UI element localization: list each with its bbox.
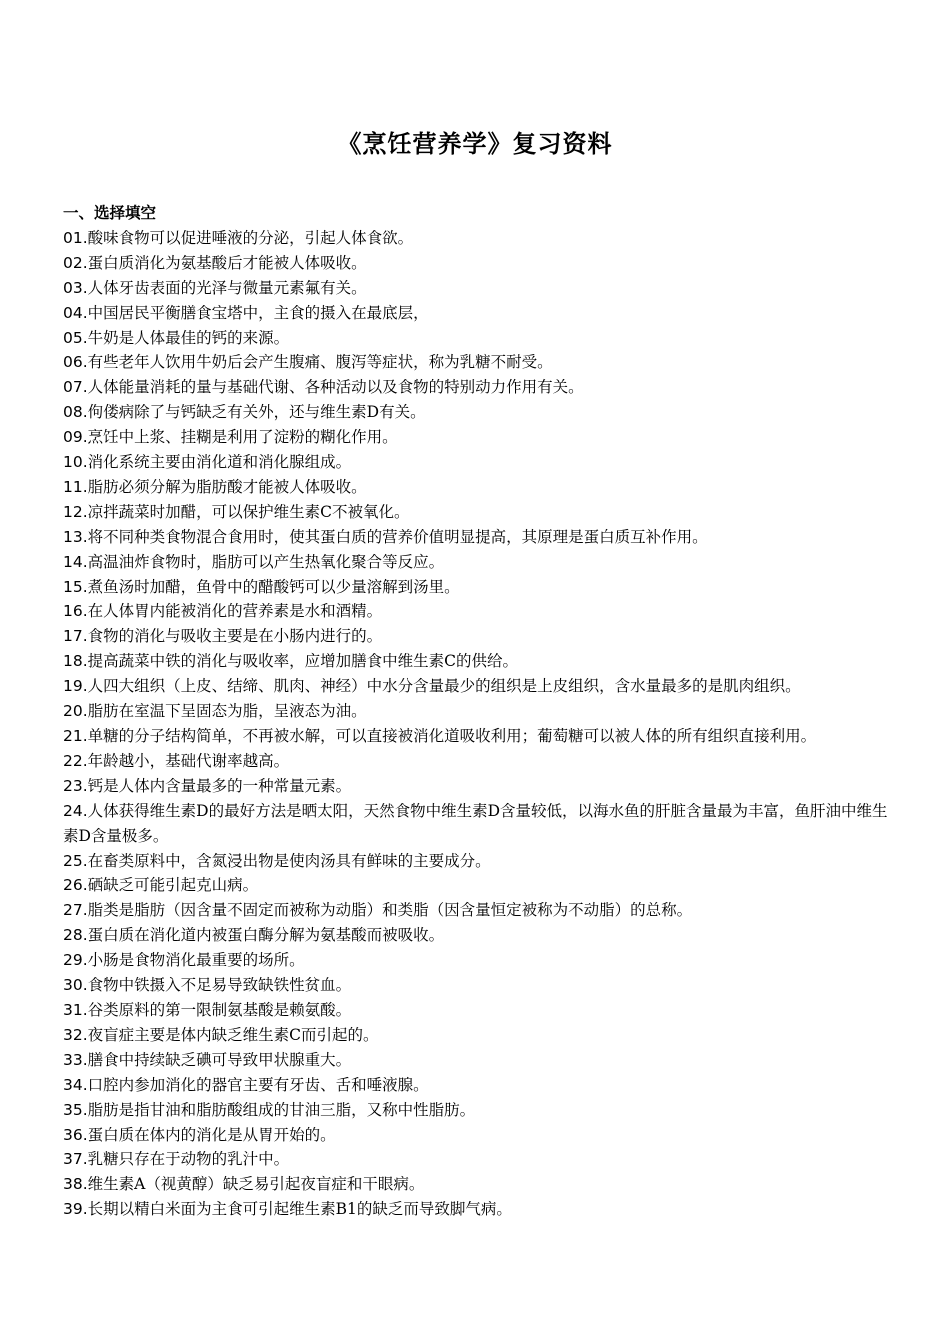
list-item	[63, 425, 891, 450]
list-item	[63, 649, 891, 674]
item-number: 17.	[63, 627, 88, 646]
item-number: 29.	[63, 951, 88, 970]
list-item	[63, 948, 891, 973]
item-text: 蛋白质消化为氨基酸后才能被人体吸收。	[87, 253, 367, 272]
list-item	[63, 500, 891, 525]
list-item	[63, 1172, 891, 1197]
item-number: 27.	[63, 901, 88, 920]
item-number: 03.	[63, 278, 88, 297]
item-number: 14.	[63, 552, 88, 571]
item-number: 12.	[63, 502, 88, 521]
document-title: 《烹饪营养学》复习资料	[337, 130, 613, 158]
item-number: 20.	[63, 702, 88, 721]
list-item	[63, 1023, 891, 1048]
list-item	[63, 326, 891, 351]
list-item	[63, 301, 891, 326]
item-number: 11.	[63, 477, 88, 496]
item-text: 硒缺乏可能引起克山病。	[87, 876, 259, 895]
item-text: 人四大组织（上皮、结缔、肌肉、神经）中水分含量最少的组织是上皮组织，含水量最多的是肌肉组织。	[87, 677, 801, 696]
item-text: 食物的消化与吸收主要是在小肠内进行的。	[87, 627, 383, 646]
list-item	[63, 400, 891, 425]
item-number: 02.	[63, 253, 88, 272]
item-text: 将不同种类食物混合食用时，使其蛋白质的营养价值明显提高，其原理是蛋白质互补作用。	[87, 527, 708, 546]
item-text: 脂肪必须分解为脂肪酸才能被人体吸收。	[87, 477, 367, 496]
item-text: 烹饪中上浆、挂糊是利用了淀粉的糊化作用。	[87, 428, 398, 447]
item-text: 脂类是脂肪（因含量不固定而被称为动脂）和类脂（因含量恒定被称为不动脂）的总称。	[87, 901, 693, 920]
item-text: 脂肪是指甘油和脂肪酸组成的甘油三脂，又称中性脂肪。	[87, 1100, 476, 1119]
list-item	[63, 923, 891, 948]
list-item	[63, 674, 891, 699]
item-text: 煮鱼汤时加醋，鱼骨中的醋酸钙可以少量溶解到汤里。	[87, 577, 460, 596]
list-item	[63, 1048, 891, 1073]
item-text: 蛋白质在体内的消化是从胃开始的。	[87, 1125, 336, 1144]
item-text: 脂肪在室温下呈固态为脂，呈液态为油。	[87, 702, 367, 721]
item-text: 口腔内参加消化的器官主要有牙齿、舌和唾液腺。	[87, 1075, 429, 1094]
item-number: 24.	[63, 801, 88, 820]
item-number: 22.	[63, 751, 88, 770]
item-text: 食物中铁摄入不足易导致缺铁性贫血。	[87, 976, 352, 995]
list-item	[63, 973, 891, 998]
item-number: 08.	[63, 403, 88, 422]
list-item	[63, 525, 891, 550]
list-item	[63, 226, 891, 251]
item-number: 23.	[63, 776, 88, 795]
item-number: 04.	[63, 303, 88, 322]
item-text: 年龄越小，基础代谢率越高。	[87, 751, 290, 770]
item-text: 人体牙齿表面的光泽与微量元素氟有关。	[87, 278, 367, 297]
list-item	[63, 799, 891, 849]
item-number: 07.	[63, 378, 88, 397]
item-text: 提高蔬菜中铁的消化与吸收率，应增加膳食中维生素C的供给。	[87, 652, 519, 671]
list-item	[63, 1098, 891, 1123]
item-text: 在畜类原料中，含氮浸出物是使肉汤具有鲜味的主要成分。	[87, 851, 491, 870]
item-number: 38.	[63, 1175, 88, 1194]
item-text: 单糖的分子结构简单，不再被水解，可以直接被消化道吸收利用；葡萄糖可以被人体的所有组织直接利用。	[87, 727, 817, 746]
list-item	[63, 774, 891, 799]
item-number: 15.	[63, 577, 88, 596]
item-number: 37.	[63, 1150, 88, 1169]
item-number: 34.	[63, 1075, 88, 1094]
item-number: 21.	[63, 727, 88, 746]
item-text: 佝偻病除了与钙缺乏有关外，还与维生素D有关。	[87, 403, 426, 422]
item-number: 35.	[63, 1100, 88, 1119]
list-item	[63, 1197, 891, 1222]
list-item	[63, 375, 891, 400]
item-text: 人体能量消耗的量与基础代谢、各种活动以及食物的特别动力作用有关。	[87, 378, 584, 397]
list-item	[63, 450, 891, 475]
list-item	[63, 475, 891, 500]
list-item	[63, 1073, 891, 1098]
list-item	[63, 550, 891, 575]
item-number: 39.	[63, 1200, 88, 1219]
list-item	[63, 724, 891, 749]
item-text: 小肠是食物消化最重要的场所。	[87, 951, 305, 970]
item-number: 09.	[63, 428, 88, 447]
list-item	[63, 624, 891, 649]
item-text: 消化系统主要由消化道和消化腺组成。	[87, 453, 352, 472]
item-text: 膳食中持续缺乏碘可导致甲状腺重大。	[87, 1050, 352, 1069]
item-number: 06.	[63, 353, 88, 372]
list-item	[63, 1123, 891, 1148]
list-item	[63, 749, 891, 774]
list-item	[63, 251, 891, 276]
item-text: 凉拌蔬菜时加醋，可以保护维生素C不被氧化。	[87, 502, 410, 521]
item-text: 维生素A（视黄醇）缺乏易引起夜盲症和干眼病。	[87, 1175, 425, 1194]
list-item	[63, 873, 891, 898]
list-item	[63, 998, 891, 1023]
item-number: 30.	[63, 976, 88, 995]
list-item	[63, 849, 891, 874]
item-text: 有些老年人饮用牛奶后会产生腹痛、腹泻等症状，称为乳糖不耐受。	[87, 353, 553, 372]
item-number: 25.	[63, 851, 88, 870]
item-number: 36.	[63, 1125, 88, 1144]
document-content	[63, 201, 891, 1222]
item-number: 18.	[63, 652, 88, 671]
list-item	[63, 599, 891, 624]
list-item	[63, 699, 891, 724]
item-number: 01.	[63, 228, 88, 247]
item-number: 19.	[63, 677, 88, 696]
section-heading: 一、选择填空	[63, 204, 157, 222]
item-number: 26.	[63, 876, 88, 895]
item-number: 13.	[63, 527, 88, 546]
item-text: 人体获得维生素D的最好方法是晒太阳，天然食物中维生素D含量较低，以海水鱼的肝脏含量最为丰富，鱼肝油中维生素D含量极多。	[63, 801, 888, 845]
item-number: 16.	[63, 602, 88, 621]
item-number: 10.	[63, 453, 88, 472]
item-text: 牛奶是人体最佳的钙的来源。	[87, 328, 290, 347]
item-text: 中国居民平衡膳食宝塔中，主食的摄入在最底层，	[87, 303, 429, 322]
item-number: 28.	[63, 926, 88, 945]
item-text: 夜盲症主要是体内缺乏维生素C而引起的。	[87, 1025, 379, 1044]
list-item	[63, 1147, 891, 1172]
item-list	[63, 226, 891, 1222]
list-item	[63, 276, 891, 301]
item-text: 高温油炸食物时，脂肪可以产生热氧化聚合等反应。	[87, 552, 445, 571]
list-item	[63, 898, 891, 923]
item-text: 谷类原料的第一限制氨基酸是赖氨酸。	[87, 1000, 352, 1019]
item-number: 31.	[63, 1000, 88, 1019]
item-text: 酸味食物可以促进唾液的分泌，引起人体食欲。	[87, 228, 414, 247]
list-item	[63, 350, 891, 375]
item-text: 钙是人体内含量最多的一种常量元素。	[87, 776, 352, 795]
list-item	[63, 575, 891, 600]
item-number: 05.	[63, 328, 88, 347]
item-number: 32.	[63, 1025, 88, 1044]
item-number: 33.	[63, 1050, 88, 1069]
item-text: 乳糖只存在于动物的乳汁中。	[87, 1150, 290, 1169]
item-text: 在人体胃内能被消化的营养素是水和酒精。	[87, 602, 383, 621]
item-text: 长期以精白米面为主食可引起维生素B1的缺乏而导致脚气病。	[87, 1200, 512, 1219]
item-text: 蛋白质在消化道内被蛋白酶分解为氨基酸而被吸收。	[87, 926, 445, 945]
